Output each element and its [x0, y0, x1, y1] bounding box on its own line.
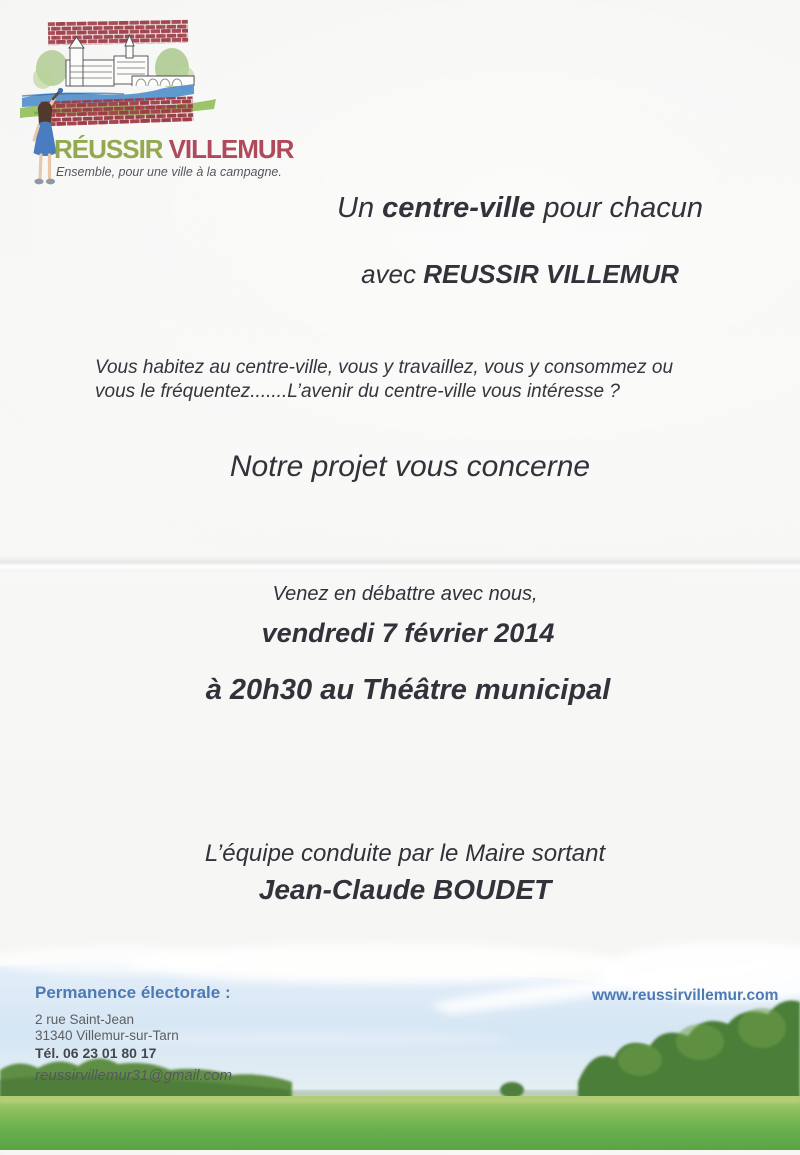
- contact-address-line1: 2 rue Saint-Jean: [35, 1012, 135, 1027]
- paper-fold-crease: [0, 556, 800, 572]
- meadow: [0, 1096, 800, 1150]
- contact-heading: Permanence électorale :: [35, 983, 231, 1002]
- contact-phone: Tél. 06 23 01 80 17: [35, 1045, 157, 1061]
- logo-wordmark: [54, 134, 293, 165]
- intro-line2: vous le fréquentez.......L’avenir du centre-ville vous intéresse ?: [95, 381, 620, 402]
- logo-tagline: Ensemble, pour une ville à la campagne.: [56, 165, 282, 179]
- headline-line2-bold: REUSSIR VILLEMUR: [423, 259, 679, 289]
- slogan: Notre projet vous concerne: [229, 450, 591, 483]
- team-lead-in: L’équipe conduite par le Maire sortant: [204, 840, 606, 867]
- headline-line1-bold: centre-ville: [382, 192, 536, 224]
- headline-line2-pre: avec: [361, 259, 424, 289]
- headline-line1-pre: Un: [337, 192, 383, 224]
- event-invite: Venez en débattre avec nous,: [272, 583, 538, 605]
- headline-line1: [230, 192, 800, 225]
- bush: [500, 1082, 524, 1098]
- event-date: vendredi 7 février 2014: [261, 618, 555, 648]
- headline-line1-post: pour chacun: [535, 192, 703, 224]
- intro-line1: Vous habitez au centre-ville, vous y travaillez, vous y consommez ou: [95, 357, 674, 378]
- campaign-logo: [14, 12, 294, 197]
- contact-email: reussirvillemur31@gmail.com: [35, 1067, 232, 1084]
- logo-word-villemur: VILLEMUR: [168, 134, 294, 164]
- logo-word-reussir: RÉUSSIR: [54, 134, 163, 164]
- event-venue: à 20h30 au Théâtre municipal: [205, 674, 611, 706]
- website-url: www.reussirvillemur.com: [592, 987, 779, 1004]
- intro-paragraph: [95, 356, 673, 404]
- brick-wall-bottom: [41, 96, 194, 126]
- brick-wall-top: [48, 20, 188, 45]
- headline-line2: [230, 259, 800, 290]
- mayor-name: Jean-Claude BOUDET: [258, 874, 552, 905]
- contact-block: [35, 983, 232, 1084]
- contact-address-line2: 31340 Villemur-sur-Tarn: [35, 1027, 179, 1043]
